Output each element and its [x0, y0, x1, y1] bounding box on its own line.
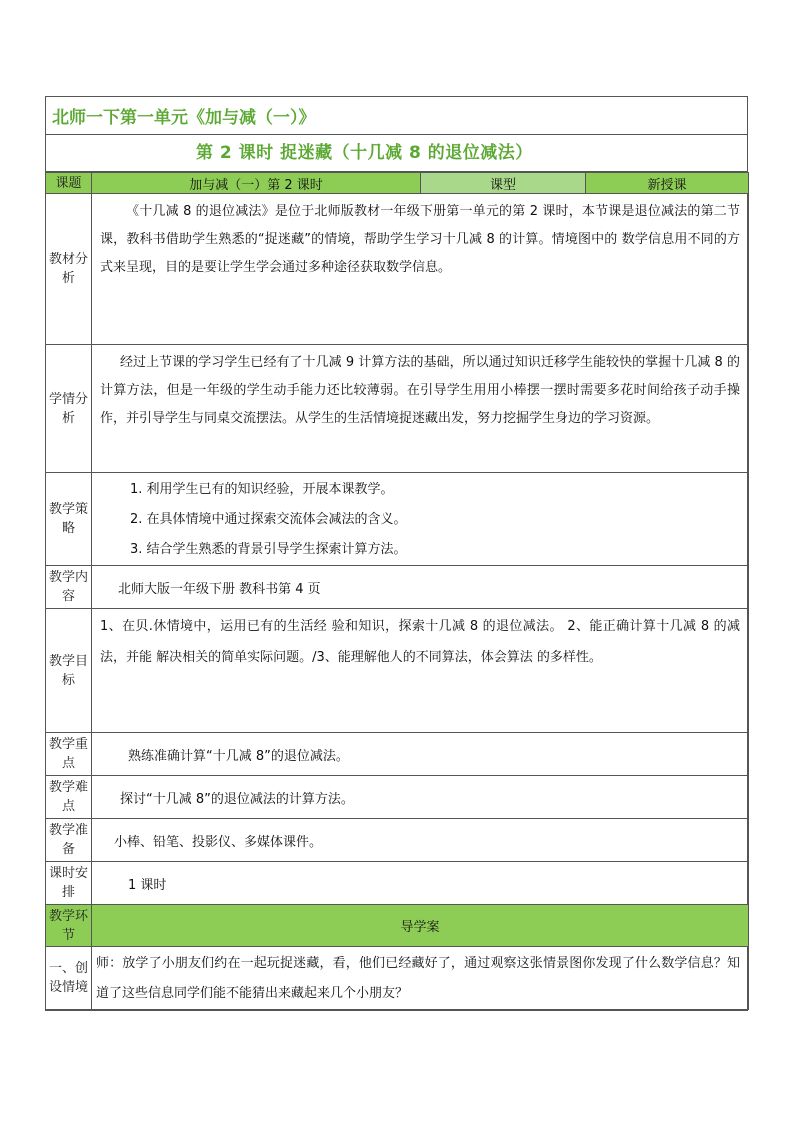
stages-title: 导学案	[92, 905, 749, 947]
goals-label: 教学目标	[46, 609, 92, 733]
type-value: 新授课	[586, 173, 749, 194]
key-text: 熟练准确计算“十几减 8”的退位减法。	[92, 733, 749, 776]
difficulty-text: 探讨“十几减 8”的退位减法的计算方法。	[92, 776, 749, 819]
strategy-item: 1. 利用学生已有的知识经验，开展本课教学。	[130, 482, 394, 497]
lesson-table	[45, 172, 749, 1010]
learners-text: 经过上节课的学习学生已经有了十几减 9 计算方法的基础，所以通过知识迁移学生能较快的掌握十几减 8 的计算方法，但是一年级的学生动手能力还比较薄弱。在引导学生用用小棒摆一摆时需要多花时间给孩子动手操作，并引导学生与同桌交流摆法。从学生的生活情境捉迷藏出发，努力挖掘学生身边的学习资源。	[92, 345, 749, 473]
strategy-row	[46, 473, 749, 566]
unit-title: 北师一下第一单元《加与减（一）》	[46, 97, 747, 135]
scene-label: 一、创设情境	[46, 947, 92, 1010]
content-text: 北师大版一年级下册 教科书第 4 页	[92, 566, 749, 609]
schedule-text: 1 课时	[92, 862, 749, 905]
content-label: 教学内容	[46, 566, 92, 609]
info-row	[46, 173, 749, 194]
lesson-title: 第 2 课时 捉迷藏（十几减 8 的退位减法）	[46, 135, 747, 172]
strategy-item: 3. 结合学生熟悉的背景引导学生探索计算方法。	[130, 542, 407, 557]
strategy-list	[92, 473, 749, 566]
stages-row	[46, 905, 749, 947]
scene-row	[46, 947, 749, 1010]
scene-text: 师：放学了小朋友们约在一起玩捉迷藏，看，他们已经藏好了，通过观察这张情景图你发现了什么数学信息？知道了这些信息同学们能不能猜出来藏起来几个小朋友？	[92, 947, 749, 1010]
material-row	[46, 194, 749, 345]
content-row	[46, 566, 749, 609]
schedule-row	[46, 862, 749, 905]
topic-label: 课题	[46, 173, 92, 194]
prep-label: 教学准备	[46, 819, 92, 862]
type-label: 课型	[421, 173, 586, 194]
lesson-plan-sheet	[45, 96, 748, 1011]
prep-text: 小棒、铅笔、投影仪、多媒体课件。	[92, 819, 749, 862]
difficulty-label: 教学难点	[46, 776, 92, 819]
strategy-item: 2. 在具体情境中通过探索交流体会减法的含义。	[130, 512, 407, 527]
strategy-label: 教学策略	[46, 473, 92, 566]
learners-label: 学情分析	[46, 345, 92, 473]
difficulty-row	[46, 776, 749, 819]
material-label: 教材分析	[46, 194, 92, 345]
goals-row	[46, 609, 749, 733]
stages-label: 教学环节	[46, 905, 92, 947]
key-row	[46, 733, 749, 776]
key-label: 教学重点	[46, 733, 92, 776]
goals-text: 1、在贝.休情境中，运用已有的生活经 验和知识，探索十几减 8 的退位减法。 2、能正确计算十几减 8 的减法，并能 解决相关的简单实际问题。/3、能理解他人的不同算法，体会算法 的多样性。	[92, 609, 749, 733]
schedule-label: 课时安排	[46, 862, 92, 905]
learners-row	[46, 345, 749, 473]
material-text: 《十几减 8 的退位减法》是位于北师版教材一年级下册第一单元的第 2 课时，本节课是退位减法的第二节课，教科书借助学生熟悉的“捉迷藏”的情境，帮助学生学习十几减 8 的计算。情境图中的 数学信息用不同的方式来呈现，目的是要让学生学会通过多种途径获取数学信息。	[92, 194, 749, 345]
topic-value: 加与减（一）第 2 课时	[92, 173, 421, 194]
prep-row	[46, 819, 749, 862]
